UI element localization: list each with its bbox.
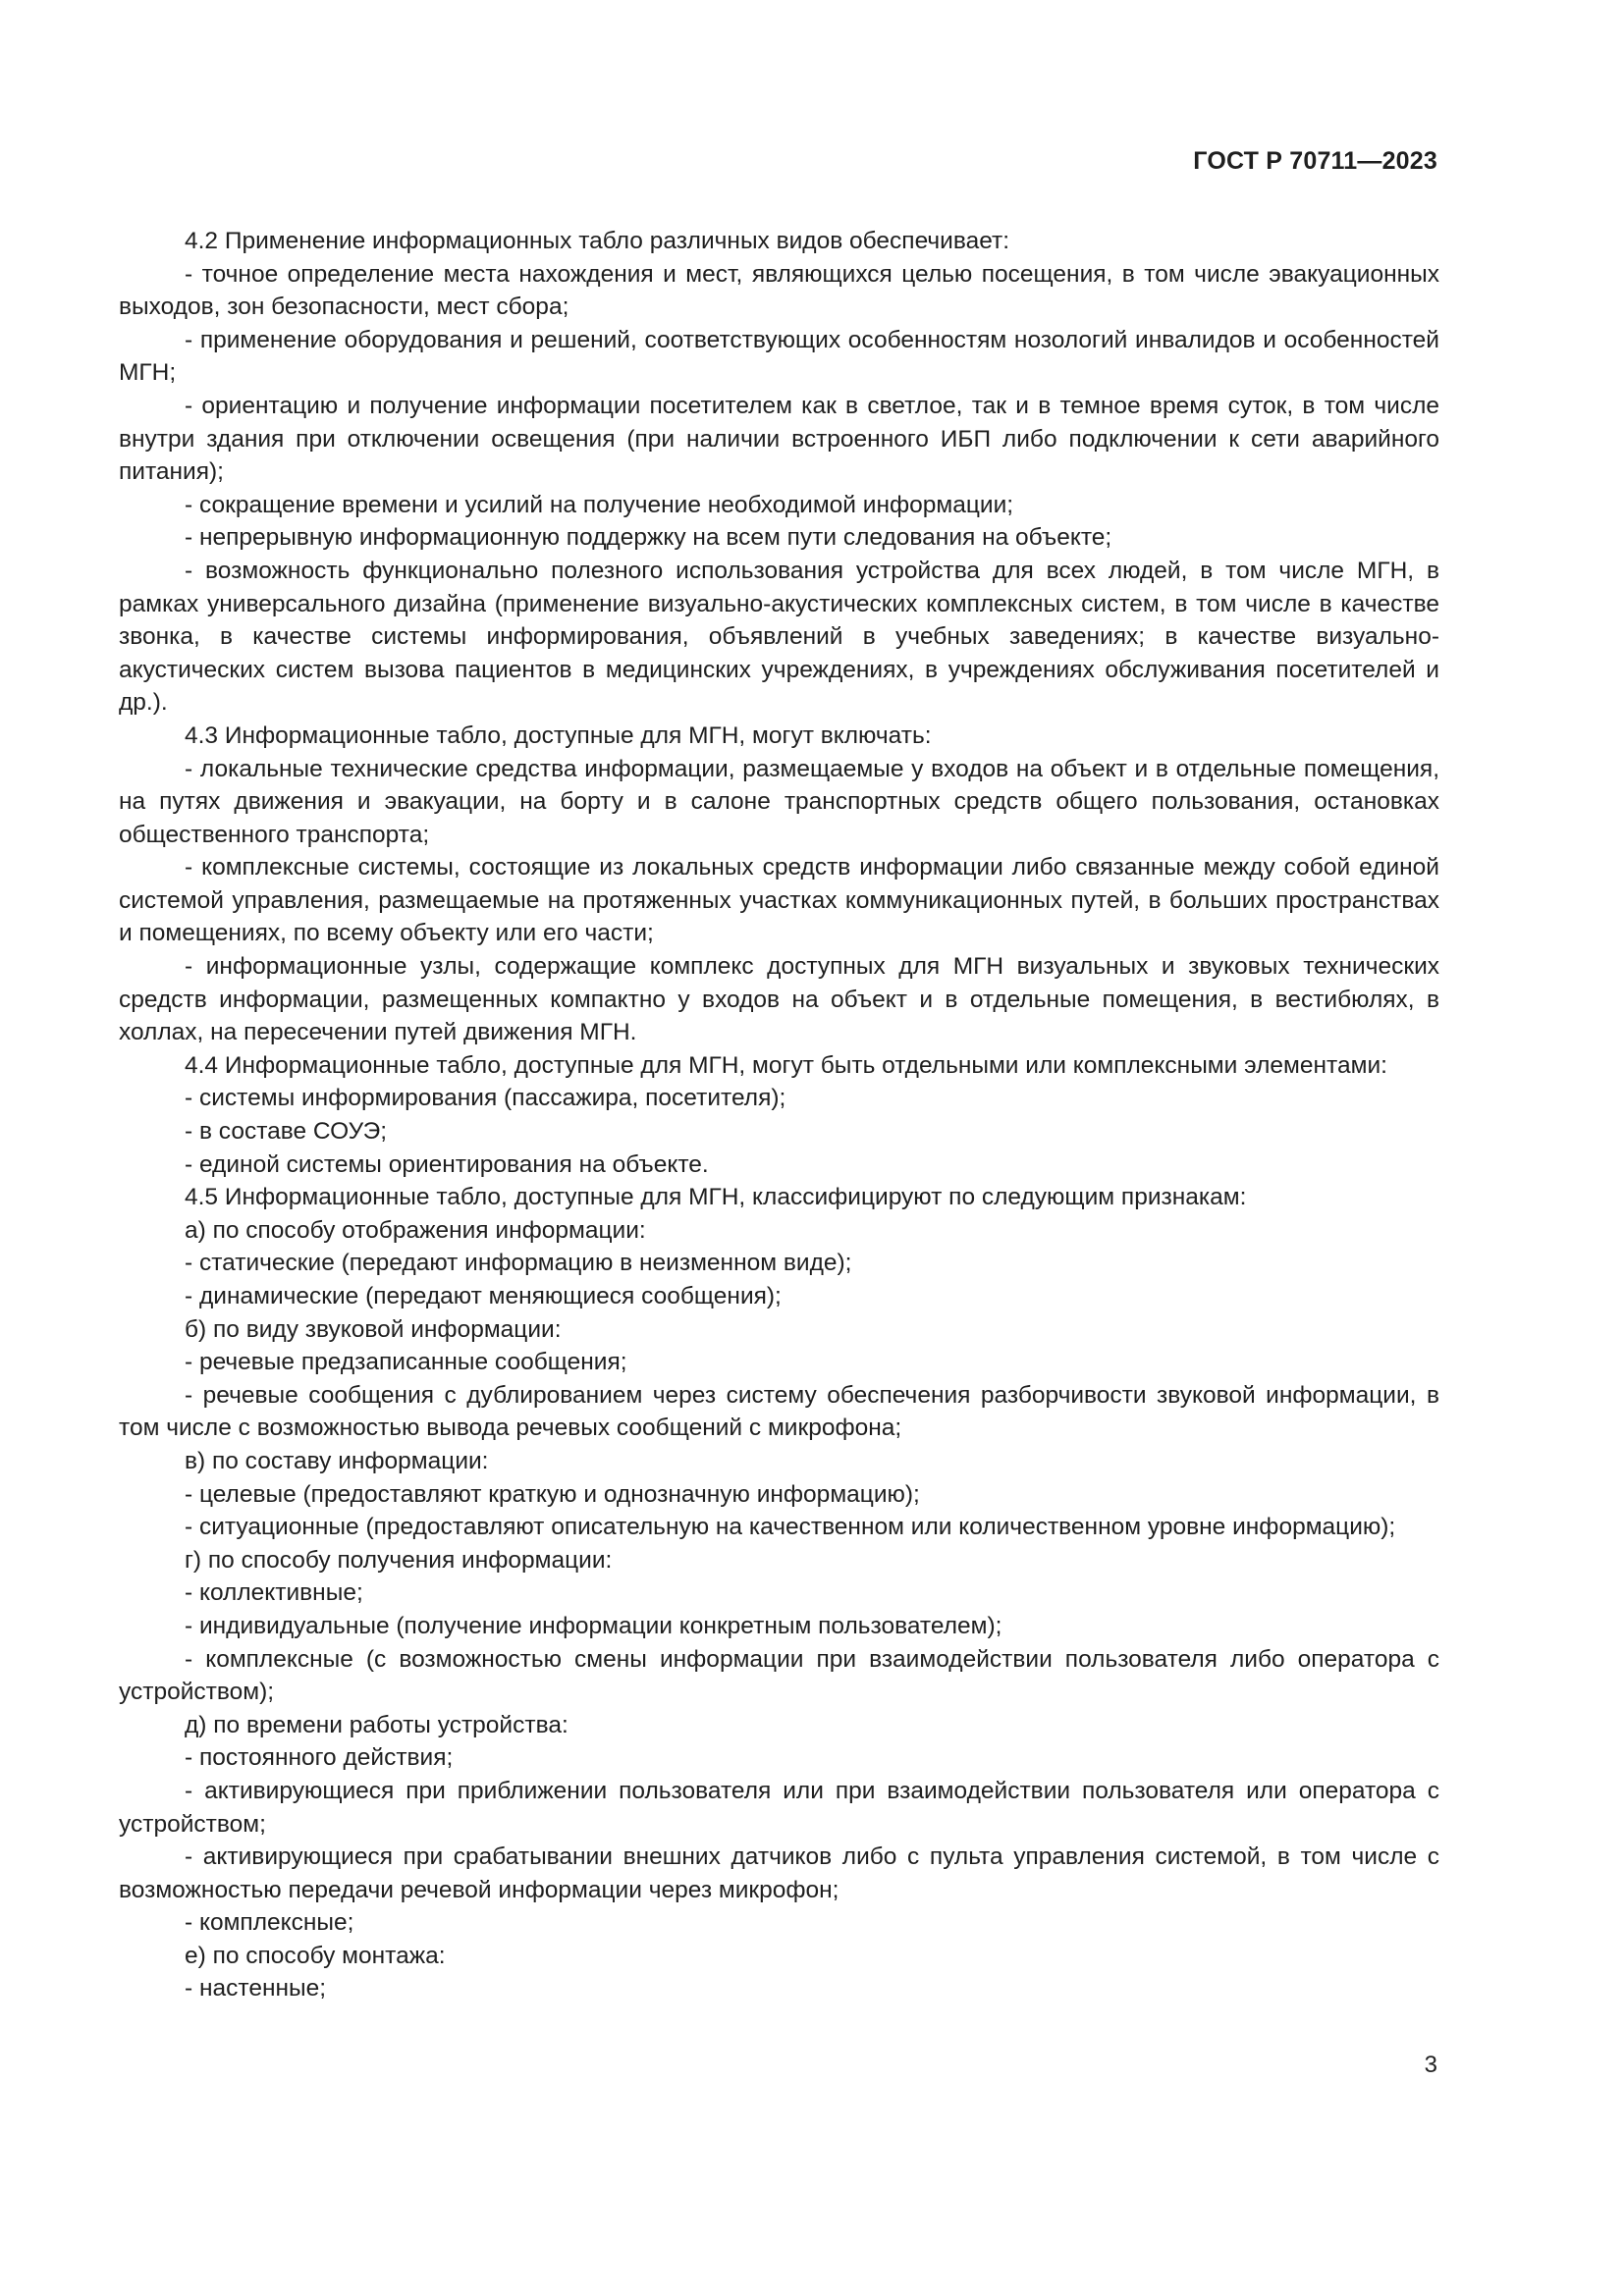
paragraph: - индивидуальные (получение информации конкретным пользователем);	[185, 1612, 1002, 1639]
paragraph: в) по составу информации:	[185, 1447, 489, 1474]
paragraph: е) по способу монтажа:	[185, 1942, 446, 1969]
paragraph: - в составе СОУЭ;	[185, 1118, 388, 1146]
paragraph: - возможность функционально полезного использования устройства для всех людей, в том числе МГН, в рамках универсального дизайна (применение визуально-акустических комплексных систем, в том числе в качестве звонка, в качестве системы информирования, объявлений в учебных заведениях; в качестве визуально-акустических систем вызова пациентов в медицинских учреждениях, в учреждениях обслуживания посетителей и др.).	[119, 557, 1439, 717]
paragraph: - динамические (передают меняющиеся сообщения);	[185, 1283, 782, 1309]
paragraph: - системы информирования (пассажира, посетителя);	[185, 1085, 786, 1112]
paragraph: - статические (передают информацию в неизменном виде);	[185, 1250, 852, 1277]
paragraph: - коллективные;	[185, 1579, 363, 1607]
document-code: ГОСТ Р 70711—2023	[1193, 147, 1437, 175]
paragraph: - непрерывную информационную поддержку на всем пути следования на объекте;	[185, 524, 1112, 552]
paragraph: - ситуационные (предоставляют описательную на качественном или количественном уровне информацию);	[185, 1514, 1396, 1541]
paragraph: - активирующиеся при приближении пользователя или при взаимодействии пользователя или оператора с устройством;	[119, 1777, 1439, 1838]
paragraph: - информационные узлы, содержащие комплекс доступных для МГН визуальных и звуковых технических средств информации, размещенных компактно у входов на объект и в отдельные помещения, в вестибюлях, в холлах, на пересечении путей движения МГН.	[119, 953, 1439, 1046]
paragraph: 4.4 Информационные табло, доступные для МГН, могут быть отдельными или комплексными элементами:	[185, 1051, 1387, 1079]
paragraph: б) по виду звуковой информации:	[185, 1315, 562, 1343]
paragraph: - постоянного действия;	[185, 1744, 454, 1772]
paragraph: а) по способу отображения информации:	[185, 1216, 646, 1244]
paragraph: 4.3 Информационные табло, доступные для МГН, могут включать:	[185, 721, 932, 749]
paragraph: - ориентацию и получение информации посетителем как в светлое, так и в темное время суток, в том числе внутри здания при отключении освещения (при наличии встроенного ИБП либо подключении к сети аварийного питания);	[119, 392, 1439, 486]
paragraph: - речевые сообщения с дублированием через систему обеспечения разборчивости звуковой информации, в том числе с возможностью вывода речевых сообщений с микрофона;	[119, 1381, 1439, 1442]
document-body	[119, 225, 1439, 2005]
paragraph: - целевые (предоставляют краткую и однозначную информацию);	[185, 1480, 920, 1508]
paragraph: - настенные;	[185, 1975, 327, 2002]
paragraph: 4.5 Информационные табло, доступные для МГН, классифицируют по следующим признакам:	[185, 1184, 1247, 1211]
paragraph: - сокращение времени и усилий на получение необходимой информации;	[185, 491, 1014, 518]
paragraph: - активирующиеся при срабатывании внешних датчиков либо с пульта управления системой, в том числе с возможностью передачи речевой информации через микрофон;	[119, 1843, 1439, 1903]
paragraph: - локальные технические средства информации, размещаемые у входов на объект и в отдельные помещения, на путях движения и эвакуации, на борту и в салоне транспортных средств общего пользования, остановках общественного транспорта;	[119, 755, 1439, 848]
paragraph: г) по способу получения информации:	[185, 1546, 613, 1574]
paragraph: - речевые предзаписанные сообщения;	[185, 1349, 627, 1376]
paragraph: - комплексные;	[185, 1909, 354, 1937]
paragraph: - применение оборудования и решений, соответствующих особенностям нозологий инвалидов и особенностей МГН;	[119, 326, 1439, 387]
paragraph: - единой системы ориентирования на объекте.	[185, 1150, 709, 1178]
page-number: 3	[1424, 2052, 1437, 2078]
paragraph: - комплексные (с возможностью смены информации при взаимодействии пользователя либо оператора с устройством);	[119, 1645, 1439, 1706]
paragraph: - комплексные системы, состоящие из локальных средств информации либо связанные между собой единой системой управления, размещаемые на протяженных участках коммуникационных путей, в больших пространствах и помещениях, по всему объекту или его части;	[119, 854, 1439, 947]
paragraph: 4.2 Применение информационных табло различных видов обеспечивает:	[185, 228, 1010, 254]
paragraph: д) по времени работы устройства:	[185, 1711, 568, 1738]
paragraph: - точное определение места нахождения и мест, являющихся целью посещения, в том числе эвакуационных выходов, зон безопасности, мест сбора;	[119, 260, 1439, 321]
